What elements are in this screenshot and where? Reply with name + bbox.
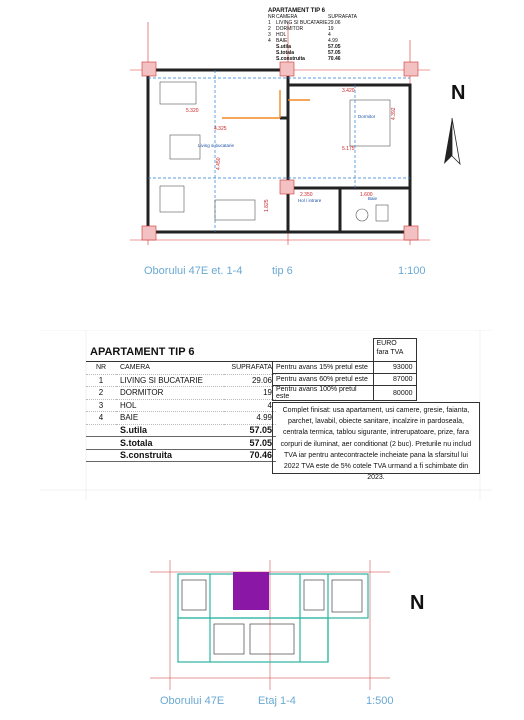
room-label-bedroom: Dormitor (358, 114, 376, 119)
svg-text:4.325: 4.325 (214, 126, 227, 132)
area-table (86, 343, 276, 462)
svg-text:3.420: 3.420 (342, 88, 355, 94)
plan-table-total: S.totala 57.05 (276, 50, 341, 56)
plan-table-title: APARTAMENT TIP 6 (268, 8, 326, 14)
svg-text:1.825: 1.825 (264, 199, 270, 212)
plan-table-total: S.utila 57.05 (276, 44, 341, 50)
plan-table-row: 4 BAIE 4.99 (268, 38, 338, 44)
svg-text:4.450: 4.450 (216, 157, 222, 170)
building-caption-floor: Etaj 1-4 (258, 695, 296, 707)
svg-text:5.175: 5.175 (342, 146, 355, 152)
price-row: Pentru avans 60% pretul este 87000 (273, 374, 417, 386)
col-header-nr: NR (86, 362, 116, 375)
price-row: Pentru avans 100% pretul este 80000 (273, 386, 417, 401)
table-row: 2 DORMITOR 19 (86, 387, 276, 400)
building-floor-plan (150, 560, 390, 690)
plan-table-row: 3 HOL 4 (268, 32, 331, 38)
total-row: S.utila 57.05 (86, 424, 276, 437)
plan-table-total: S.construita 70.46 (276, 56, 341, 62)
col-header-suprafata: SUPRAFATA (224, 362, 276, 375)
north-label-top: N (451, 82, 466, 104)
building-caption-address: Oborului 47E (160, 695, 225, 707)
table-row: 3 HOL 4 (86, 399, 276, 412)
total-row: S.totala 57.05 (86, 437, 276, 450)
currency-header: EURO fara TVA (373, 339, 416, 362)
plan-table-row: 2 DORMITOR 19 (268, 26, 334, 32)
svg-text:1.600: 1.600 (360, 192, 373, 198)
plan-area-table (268, 8, 378, 62)
room-label-bath: Baie (368, 196, 378, 201)
price-table (272, 338, 417, 401)
plan-caption-address: Oborului 47E et. 1-4 (144, 265, 243, 277)
room-label-hall: Hol / intrare (298, 198, 322, 203)
area-table-title: APARTAMENT TIP 6 (86, 343, 276, 362)
svg-text:4.392: 4.392 (391, 107, 397, 120)
price-row: Pentru avans 15% pretul este 93000 (273, 362, 417, 374)
svg-text:2.350: 2.350 (300, 192, 313, 198)
plan-table-row: 1 LIVING SI BUCATARIE 29.06 (268, 20, 341, 26)
building-caption-scale: 1:500 (366, 695, 394, 707)
plan-caption-scale: 1:100 (398, 265, 426, 277)
total-row: S.construita 70.46 (86, 449, 276, 462)
plan-caption-type: tip 6 (272, 265, 293, 277)
plan-table-header: NR CAMERA SUPRAFATA (268, 14, 357, 20)
highlighted-apartment (233, 572, 269, 610)
north-label-bottom: N (410, 592, 425, 614)
table-row: 4 BAIE 4.99 (86, 412, 276, 425)
finish-description: Complet finisat: usa apartament, usi camere, gresie, faianta, parchet, lavabil, obiecte sanitare, incalzire in pardoseala, centrala termica, tablou sigurante, intrerupatoare, prize, fara corpuri de iluminat, aer conditionat (2 buc). Preturile nu includ TVA iar pentru antecontractele incheiate pana la sfarsitul lui 2022 TVA este de 5% cotele TVA urmand a fi schimbate din 2023. (272, 402, 480, 474)
dim-label: 5.320 (186, 108, 199, 114)
room-label-living: Living si bucatarie (198, 143, 235, 148)
col-header-camera: CAMERA (116, 362, 224, 375)
north-arrow-icon (442, 118, 462, 166)
table-row: 1 LIVING SI BUCATARIE 29.06 (86, 374, 276, 387)
